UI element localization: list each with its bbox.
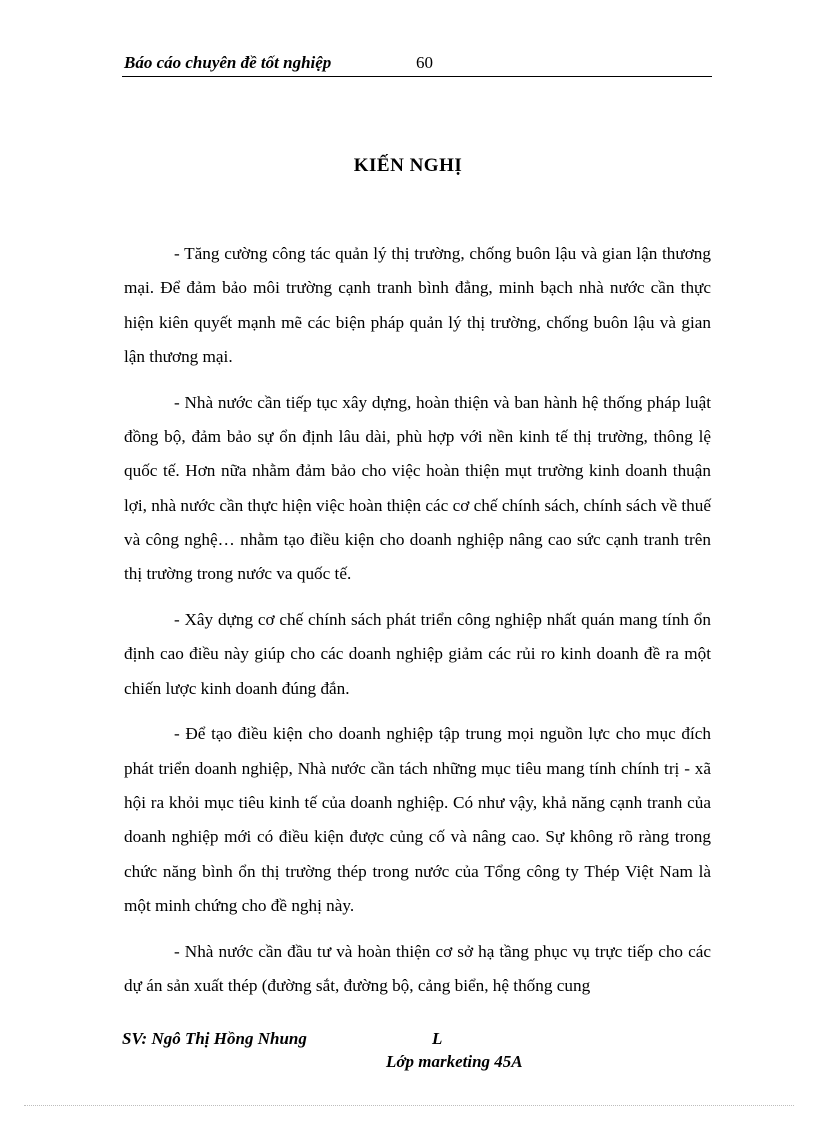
page-number: 60 [416, 53, 433, 72]
footer-letter: L [432, 1029, 443, 1048]
paragraph-3: - Xây dựng cơ chế chính sách phát triển công nghiệp nhất quán mang tính ổn định cao điều này giúp cho các doanh nghiệp giảm các rủi ro kinh doanh đề ra một chiến lược kinh doanh đúng đắn. [124, 609, 711, 698]
header-title: Báo cáo chuyên đề tốt nghiệp [124, 53, 332, 72]
footer-class-name: Lớp marketing 45A [386, 1052, 523, 1071]
paragraph-2: - Nhà nước cần tiếp tục xây dựng, hoàn thiện và ban hành hệ thống pháp luật đồng bộ, đảm bảo sự ổn định lâu dài, phù hợp với nền kinh tế thị trường, thông lệ quốc tế. Hơn nữa nhằm đảm bảo cho việc hoàn thiện mụt trường kinh doanh thuận lợi, nhà nước cần thực hiện việc hoàn thiện các cơ chế chính sách, chính sách về thuế và công nghệ… nhằm tạo điều kiện cho doanh nghiệp nâng cao sức cạnh tranh trên thị trường trong nước va quốc tế. [124, 392, 711, 584]
document-title: KIẾN NGHỊ [353, 155, 463, 176]
paragraph-1: - Tăng cường công tác quản lý thị trường, chống buôn lậu và gian lận thương mại. Để đảm bảo môi trường cạnh tranh bình đẳng, minh bạch nhà nước cần thực hiện kiên quyết mạnh mẽ các biện pháp quản lý thị trường, chống buôn lậu và gian lận thương mại. [124, 244, 711, 366]
page-header [122, 50, 712, 77]
footer-student-name: SV: Ngô Thị Hồng Nhung [122, 1029, 307, 1048]
paragraph-5: - Nhà nước cần đầu tư và hoàn thiện cơ sở hạ tầng phục vụ trực tiếp cho các dự án sản xuất thép (đường sắt, đường bộ, cảng biển, hệ thống cung [124, 941, 711, 995]
document-body [124, 237, 711, 1015]
page-bottom-border [24, 1105, 794, 1106]
paragraph-4: - Để tạo điều kiện cho doanh nghiệp tập trung mọi nguồn lực cho mục đích phát triển doanh nghiệp, Nhà nước cần tách những mục tiêu mang tính chính trị - xã hội ra khỏi mục tiêu kinh tế của doanh nghiệp. Có như vậy, khả năng cạnh tranh của doanh nghiệp mới có điều kiện được củng cố và nâng cao. Sự không rõ ràng trong chức năng bình ổn thị trường thép trong nước của Tổng công ty Thép Việt Nam là một minh chứng cho đề nghị này. [124, 724, 711, 915]
